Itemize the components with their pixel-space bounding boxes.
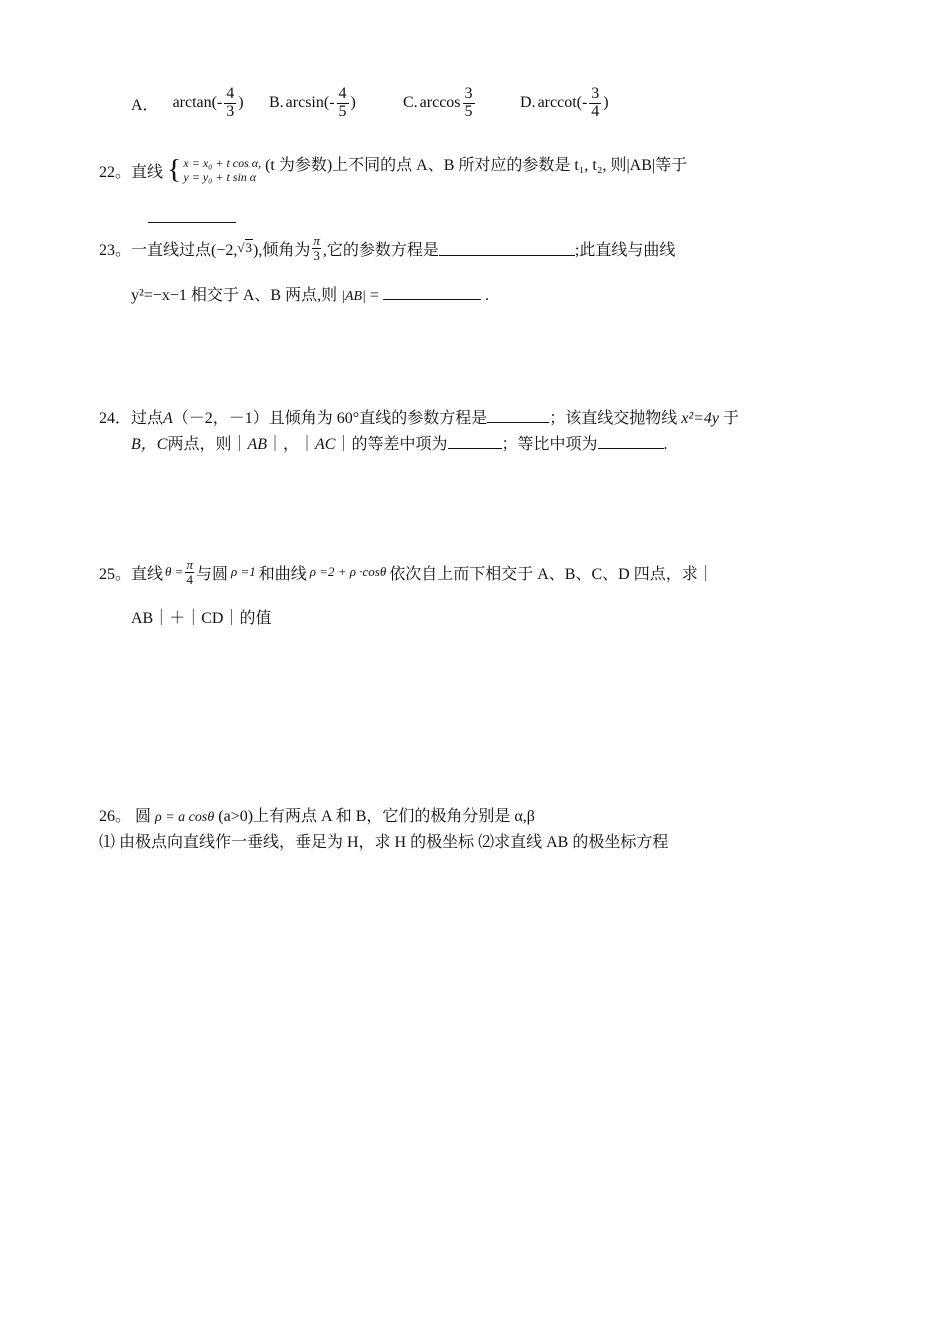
q22-answer-blank [148, 208, 236, 228]
q24-blank-2 [448, 434, 502, 449]
q25-line1 [99, 558, 714, 586]
q25-angle-num: π [186, 557, 193, 572]
q24-line2-end: . [663, 436, 668, 453]
q23-sqrt-value: 3 [245, 240, 252, 256]
q21-option-a-label: A． [131, 96, 159, 114]
q23-sqrt: √3 [237, 240, 252, 256]
q23-text2: ;此直线与曲线 [574, 241, 676, 259]
q23-text: ,它的参数方程是 [322, 241, 439, 259]
q21-option-a [131, 86, 244, 121]
q25-theta-eq: θ = [165, 564, 184, 580]
q22-eq1: x = x₀ + t cos α, [183, 156, 262, 170]
q21-option-c-func: arccos [419, 94, 461, 112]
q24-blank-1 [487, 408, 549, 423]
q25-line2-text: AB｜＋｜CD｜的值 [131, 610, 272, 627]
q25-mid2: 和曲线 [258, 565, 307, 583]
q25-text: 依次自上而下相交于 A、B、C、D 四点，求｜ [389, 565, 714, 583]
q21-option-d-num: 3 [591, 85, 600, 102]
q21-option-a-fraction [224, 86, 236, 121]
q22-equation-system [183, 156, 261, 184]
q24-line2-b: ｜，｜ [267, 436, 316, 453]
q25-circle: ρ =1 [230, 564, 256, 580]
q21-option-c-den: 5 [464, 102, 473, 120]
q22-prefix: 22。直线 [99, 163, 164, 181]
q21-option-b-label: B. [269, 94, 284, 112]
q25-angle-fraction [185, 558, 194, 586]
q26-prefix: 26。 圆 [99, 808, 152, 825]
q21-option-d-close: ) [603, 94, 609, 112]
q24-line1-b: （－2，－1）且倾角为 60°直线的参数方程是 [172, 410, 488, 427]
q24-line2-c: ｜的等差中项为 [335, 436, 448, 453]
q22-text: (t 为参数)上不同的点 A、B 所对应的参数是 t₁, t₂, 则|AB|等于 [265, 156, 688, 174]
q21-option-d-func: arccot(- [537, 94, 588, 112]
q25-line2 [131, 605, 271, 628]
q24-line1-d: 于 [723, 410, 740, 427]
q26-line2 [99, 829, 668, 852]
q24-line1-a: 24．过点 [99, 410, 164, 427]
q24-point: A [163, 410, 173, 427]
q26-line1 [99, 803, 535, 826]
q23-angle-den: 3 [313, 247, 320, 263]
q23-blank-1 [439, 241, 575, 256]
q24-line1-c: ；该直线交抛物线 [549, 410, 678, 427]
q21-option-c-num: 3 [464, 85, 473, 102]
q23-line2-ab: |AB| [341, 289, 366, 304]
q22-line [99, 156, 687, 184]
q21-option-b [269, 86, 356, 121]
q21-option-c [403, 86, 477, 121]
q21-option-b-func: arcsin(- [285, 94, 335, 112]
q23-line2-b: = [369, 287, 379, 304]
q21-option-a-den: 3 [226, 102, 235, 120]
q21-option-d-fraction [589, 86, 601, 121]
q21-option-a-close: ) [238, 94, 244, 112]
q25-mid1: 与圆 [195, 565, 228, 583]
q24-ab: AB [247, 436, 268, 453]
q21-option-a-func: arctan(- [172, 94, 223, 112]
q23-angle-fraction [312, 234, 321, 262]
q23-prefix: 23。一直线过点(−2, [99, 241, 238, 259]
q25-prefix: 25。直线 [99, 565, 164, 583]
q26-circle-eq: ρ = a cosθ [155, 810, 215, 825]
q26-line2-text: ⑴ 由极点向直线作一垂线，垂足为 H，求 H 的极坐标 ⑵求直线 AB 的极坐标方程 [99, 834, 669, 851]
q23-angle-num: π [313, 233, 320, 248]
q25-curve: ρ =2 + ρ ·cosθ [309, 564, 387, 580]
q23-mid: ),倾角为 [253, 241, 311, 259]
q24-blank-3 [598, 434, 664, 449]
q21-option-b-den: 5 [338, 102, 347, 120]
q21-option-d-den: 4 [591, 102, 600, 120]
q23-blank-2 [383, 285, 481, 300]
q23-line1 [99, 234, 675, 262]
q24-parabola: x²=4y [681, 410, 720, 427]
q21-option-c-label: C. [403, 94, 418, 112]
q22-eq2: y = y₀ + t sin α [183, 170, 257, 184]
q24-line2-a: 两点，则｜ [167, 436, 248, 453]
q24-line2-d: ；等比中项为 [501, 436, 598, 453]
q24-points-bc: B，C [131, 436, 168, 453]
q24-ac: AC [315, 436, 336, 453]
q24-line1 [99, 405, 739, 428]
q21-option-b-fraction [337, 86, 349, 121]
q25-angle-den: 4 [186, 571, 193, 587]
q21-option-d-label: D. [520, 94, 536, 112]
q21-option-b-close: ) [350, 94, 356, 112]
q23-line2-a: y²=−x−1 相交于 A、B 两点,则 [131, 287, 338, 304]
q26-text: (a>0)上有两点 A 和 B，它们的极角分别是 α,β [218, 808, 535, 825]
q21-option-a-num: 4 [226, 85, 235, 102]
q21-option-d [520, 86, 609, 121]
q21-option-c-fraction [463, 86, 475, 121]
q21-option-b-num: 4 [338, 85, 347, 102]
q23-line2 [131, 282, 489, 305]
q23-line2-end: . [484, 287, 489, 304]
q24-line2 [131, 431, 668, 454]
q22-brace: { [167, 154, 182, 185]
